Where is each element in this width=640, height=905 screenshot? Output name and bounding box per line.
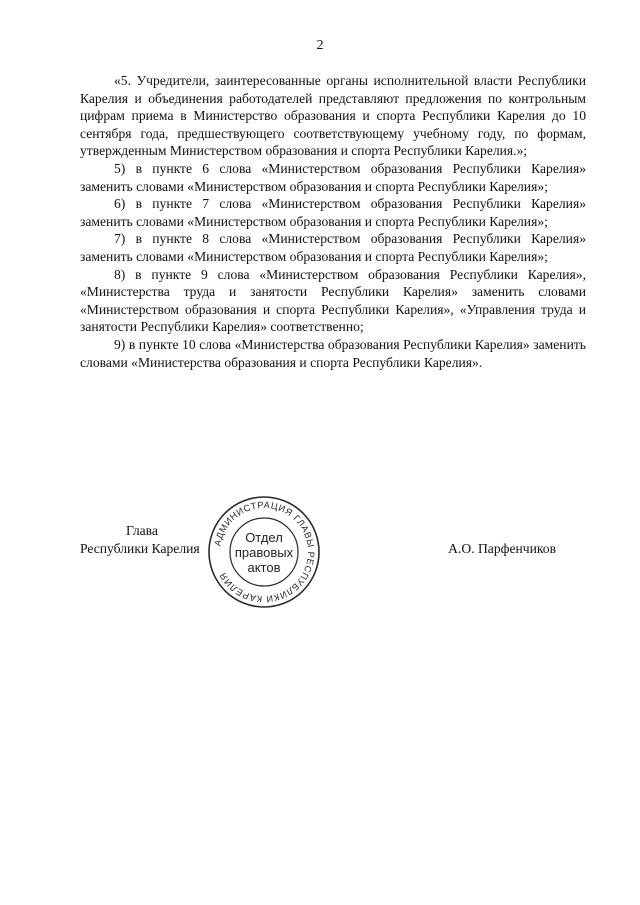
signature-block — [80, 522, 586, 622]
document-body — [80, 72, 586, 371]
stamp-center-line2: правовых — [234, 545, 294, 560]
official-stamp — [206, 494, 322, 610]
stamp-center-line1: Отдел — [245, 530, 283, 545]
paragraph-subitem-9: 9) в пункте 10 слова «Министерства образования Республики Карелия» заменить словами «Министерства образования и спорта Республики Карелия». — [80, 336, 586, 370]
stamp-center-line3: актов — [247, 560, 281, 575]
paragraph-subitem-5: 5) в пункте 6 слова «Министерством образования Республики Карелия» заменить словами «Министерством образования и спорта Республики Карелия»; — [80, 160, 586, 194]
paragraph-subitem-6: 6) в пункте 7 слова «Министерством образования Республики Карелия» заменить словами «Министерством образования и спорта Республики Карелия»; — [80, 196, 586, 229]
paragraph-subitem-7: 7) в пункте 8 слова «Министерством образования Республики Карелия» заменить словами «Министерством образования и спорта Республики Карелия»; — [80, 231, 586, 264]
stamp-ring-text: АДМИНИСТРАЦИЯ ГЛАВЫ РЕСПУБЛИКИ КАРЕЛИЯ — [212, 499, 317, 605]
paragraph-item-5-text: «5. Учредители, заинтересованные органы исполнительной власти Республики Карелия и объединения работодателей представляют предложения по контрольным цифрам приема в Министерство образования и спорта Республики Карелия до 10 сентября года, предшествующего соответствующему учебному году, по формам, утвержденным Министерством образования и спорта Республики Карелия.»; — [80, 73, 586, 159]
stamp-center-text — [224, 530, 304, 575]
page-number: 2 — [316, 38, 324, 53]
signatory-title — [80, 522, 220, 557]
signatory-name: А.О. Парфенчиков — [448, 540, 556, 556]
paragraph-subitem-8: 8) в пункте 9 слова «Министерством образования Республики Карелия», «Министерства труда и занятости Республики Карелия» заменить словами «Министерством образования и спорта Республики Карелия», «Управления труда и занятости Республики Карелия» соответственно; — [80, 266, 586, 335]
signatory-title-line1: Глава — [126, 523, 158, 538]
signatory-title-line2: Республики Карелия — [80, 540, 200, 556]
